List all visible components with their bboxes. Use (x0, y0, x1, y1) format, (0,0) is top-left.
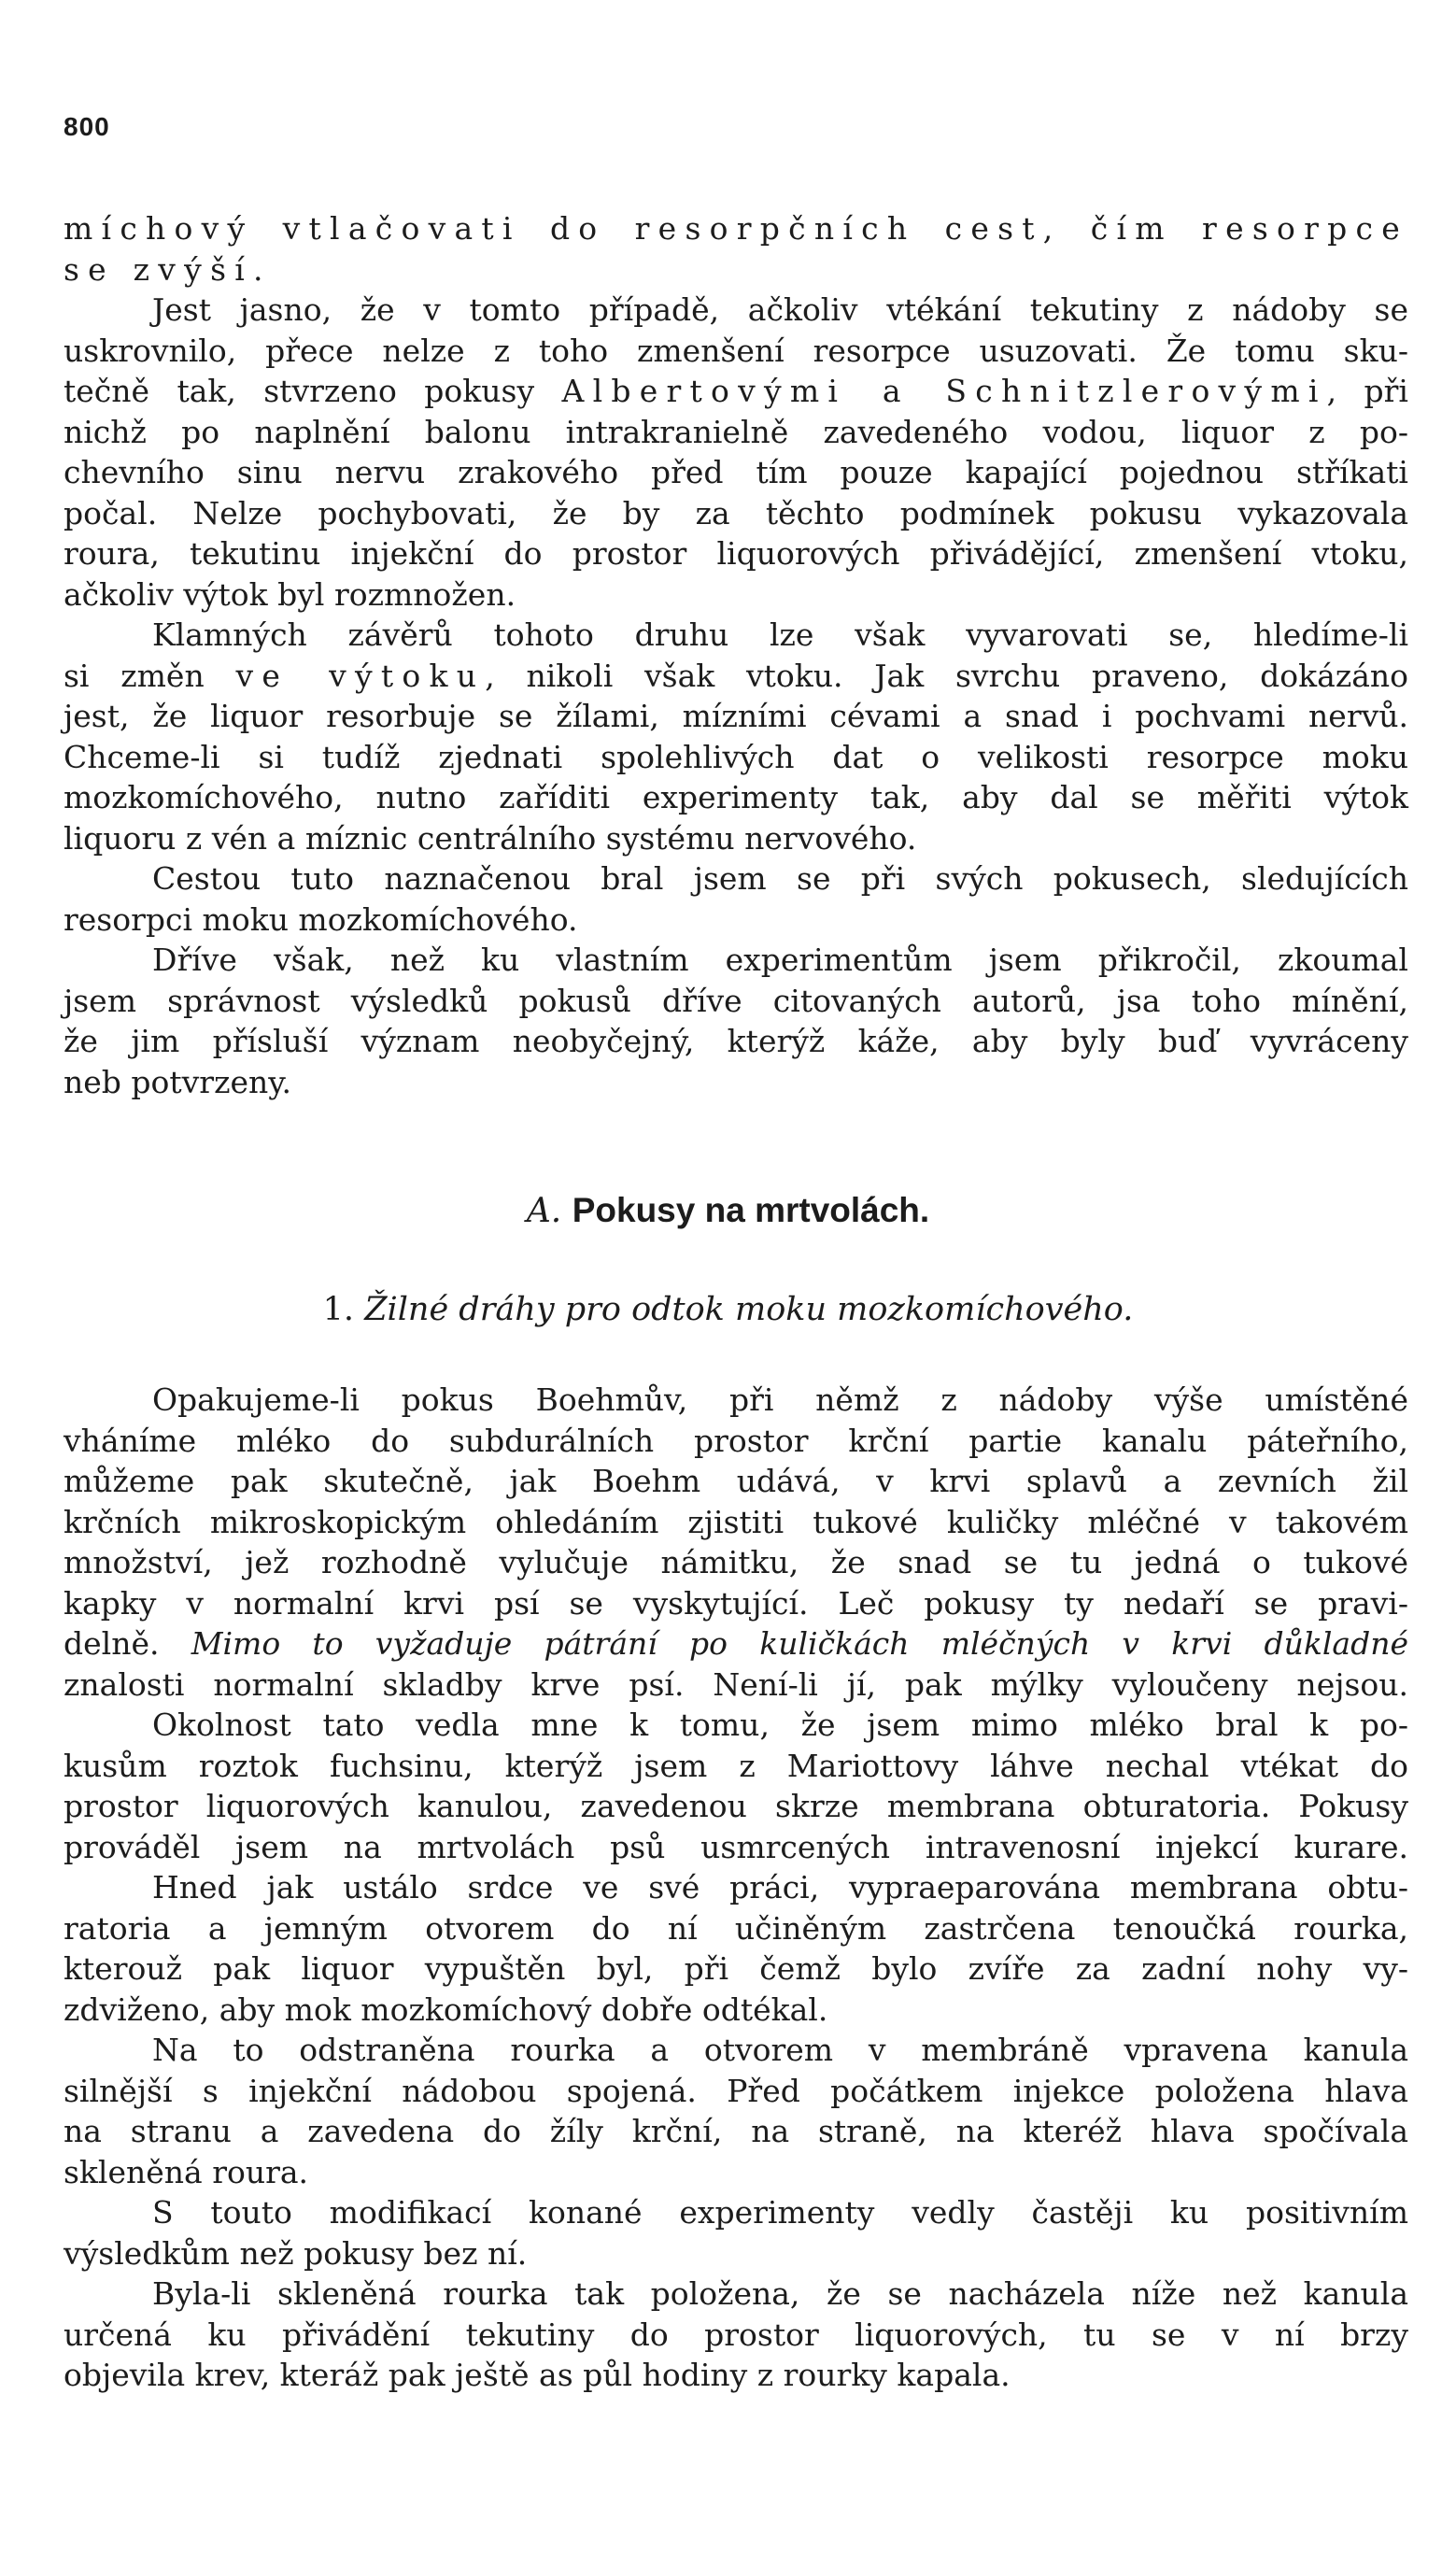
text-line: Okolnost tato vedla mne k tomu, že jsem mimo mléko bral k po- (152, 1707, 1408, 1743)
text-line: resorpci moku mozkomíchového. (64, 900, 578, 938)
text-line: chevního sinu nervu zrakového před tím pouze kapající pojednou stříkati (64, 454, 1408, 490)
text-line: ačkoliv výtok byl rozmnožen. (64, 575, 516, 613)
text-line: objevila krev, kteráž pak ještě as půl hodiny z rourky kapala. (64, 2357, 1011, 2393)
text-line: počal. Nelze pochybovati, že by za těchto podmínek pokusu vykazovala (64, 494, 1408, 531)
author-names: Albertovými a Schnitzlerovými (561, 373, 1327, 409)
text-line: liquoru z vén a míznic centrálního systému nervového. (64, 819, 917, 857)
text-line: Byla-li skleněná rourka tak položena, že se nacházela níže než kanula (152, 2275, 1408, 2312)
section-letter: A. (526, 1192, 562, 1230)
section-title: Pokusy na mrtvolách. (572, 1191, 930, 1229)
text-line: si změn ve výtoku, nikoli však vtoku. Jak svrchu praveno, dokázáno (64, 657, 1408, 694)
text-line: se zvýší. (64, 250, 272, 288)
body-text-bottom (64, 1380, 1408, 2396)
text-line: krčních mikroskopickým ohledáním zjistiti tukové kuličky mléčné v takovém (64, 1503, 1408, 1540)
text-line: Klamných závěrů tohoto druhu lze však vyvarovati se, hledíme-li (152, 616, 1408, 653)
text-line: nichž po naplnění balonu intrakranielně zavedeného vodou, liquor z po- (64, 413, 1408, 450)
text-line: na stranu a zavedena do žíly krční, na straně, na kteréž hlava spočívala (64, 2113, 1408, 2149)
body-text-top (64, 208, 1408, 1102)
emphasis-text: ve výtoku (235, 657, 486, 694)
text-line: Hned jak ustálo srdce ve své práci, vypraeparována membrana obtu- (152, 1869, 1408, 1905)
text-line: Chceme-li si tudíž zjednati spolehlivých dat o velikosti resorpce moku (64, 738, 1408, 775)
section-heading (0, 1191, 1456, 1230)
text-line: Dříve však, než ku vlastním experimentům jsem přikročil, zkoumal (152, 942, 1408, 978)
text-line: kapky v normalní krvi psí se vyskytující. Leč pokusy ty nedaří se pravi- (64, 1584, 1408, 1622)
subsection-title: Žilné dráhy pro odtok moku mozkomíchového. (364, 1291, 1134, 1328)
text-line: zdviženo, aby mok mozkomíchový dobře odtékal. (64, 1990, 828, 2028)
text-line: výsledkům než pokusy bez ní. (64, 2234, 528, 2272)
text-line: jest, že liquor resorbuje se žílami, mízními cévami a snad i pochvami nervů. (64, 698, 1408, 734)
text-line: jsem správnost výsledků pokusů dříve citovaných autorů, jsa toho mínění, (64, 982, 1408, 1019)
text-line: tečně tak, stvrzeno pokusy Albertovými a Schnitzlerovými, při (64, 373, 1408, 409)
text-line: S touto modifikací konané experimenty vedly častěji ku positivním (152, 2194, 1408, 2231)
text-line: uskrovnilo, přece nelze z toho zmenšení resorpce usuzovati. Že tomu sku- (64, 332, 1408, 369)
text-line: znalosti normalní skladby krve psí. Není-li jí, pak mýlky vyloučeny nejsou. (64, 1665, 1408, 1703)
text-line: ratoria a jemným otvorem do ní učiněným zastrčena tenoučká rourka, (64, 1909, 1408, 1947)
text-line: neb potvrzeny. (64, 1063, 291, 1100)
text-line: prostor liquorových kanulou, zavedenou skrze membrana obturatoria. Pokusy (64, 1788, 1408, 1824)
text-line: určená ku přivádění tekutiny do prostor liquorových, tu se v ní brzy (64, 2316, 1408, 2353)
text-line: míchový vtlačovati do resorpčních cest, čím resorpce (64, 210, 1408, 247)
text-line: kusům roztok fuchsinu, kterýž jsem z Mariottovy láhve nechal vtékat do (64, 1747, 1408, 1784)
subsection-number: 1. (322, 1291, 355, 1328)
text-line: mozkomíchového, nutno zaříditi experimenty tak, aby dal se měřiti výtok (64, 779, 1408, 815)
page-number: 800 (64, 112, 110, 141)
text-line: Opakujeme-li pokus Boehmův, při němž z nádoby výše umístěné (152, 1381, 1408, 1418)
text-line: silnější s injekční nádobou spojená. Před počátkem injekce položena hlava (64, 2072, 1408, 2109)
text-line: roura, tekutinu injekční do prostor liquorových přivádějící, zmenšení vtoku, (64, 535, 1408, 572)
text-line: můžeme pak skutečně, jak Boehm udává, v krvi splavů a zevních žil (64, 1463, 1408, 1499)
text-line: že jim přísluší význam neobyčejný, kterýž káže, aby byly buď vyvráceny (64, 1023, 1408, 1059)
text-line: kterouž pak liquor vypuštěn byl, při čemž bylo zvíře za zadní nohy vy- (64, 1950, 1408, 1987)
text-line: Jest jasno, že v tomto případě, ačkoliv vtékání tekutiny z nádoby se (152, 291, 1408, 328)
text-line: množství, jež rozhodně vylučuje námitku, že snad se tu jedná o tukové (64, 1544, 1408, 1580)
italic-text: Mimo to vyžaduje pátrání po kuličkách mléčných v krvi důkladné (191, 1625, 1408, 1662)
subsection-heading (0, 1291, 1456, 1328)
text-line: skleněná roura. (64, 2153, 309, 2190)
text-line: delně. Mimo to vyžaduje pátrání po kuličkách mléčných v krvi důkladné (64, 1625, 1408, 1662)
text-line: prováděl jsem na mrtvolách psů usmrcených intravenosní injekcí kurare. (64, 1828, 1408, 1865)
text-line: vháníme mléko do subdurálních prostor krční partie kanalu páteřního, (64, 1422, 1408, 1459)
text-line: Cestou tuto naznačenou bral jsem se při svých pokusech, sledujících (152, 860, 1408, 897)
text-line: Na to odstraněna rourka a otvorem v membráně vpravena kanula (152, 2032, 1408, 2068)
